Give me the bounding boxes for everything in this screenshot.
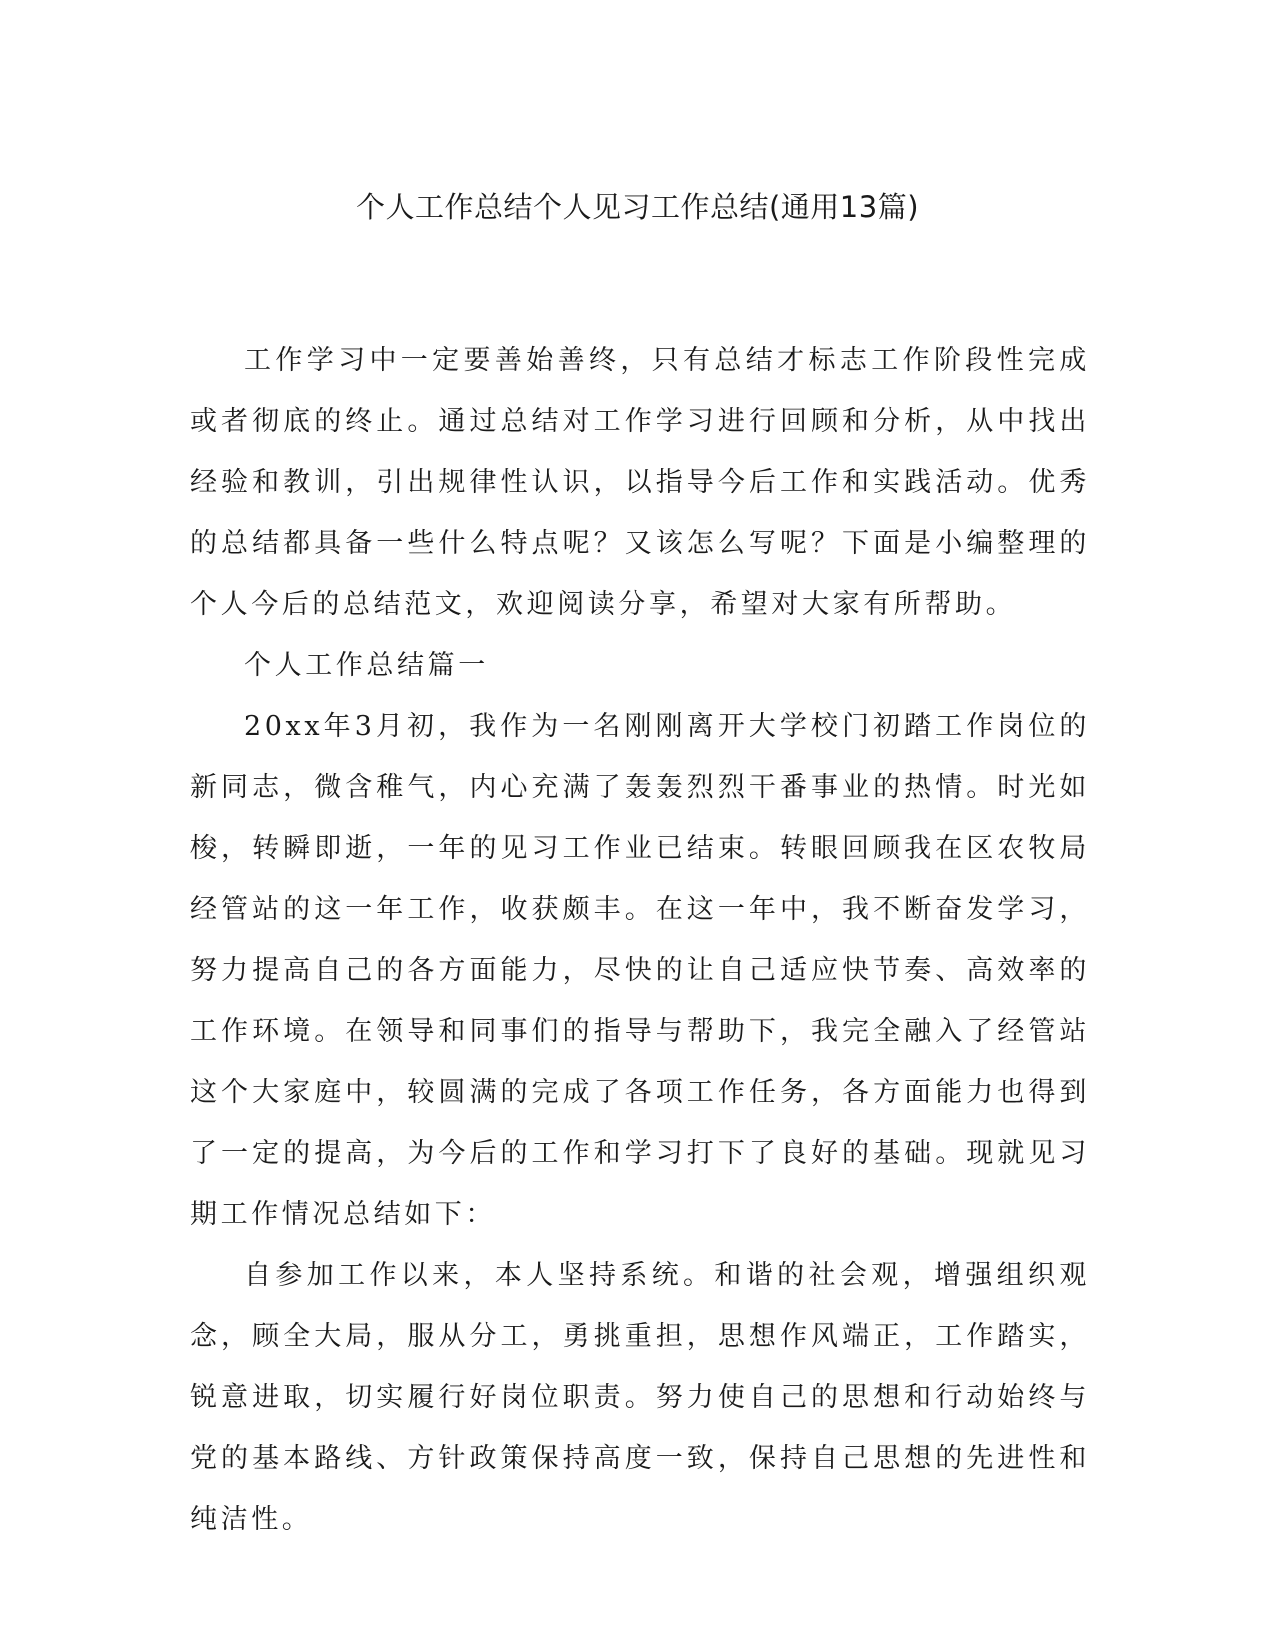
section-heading: 个人工作总结篇一 [244,650,489,681]
body-paragraph: 自参加工作以来，本人坚持系统。和谐的社会观，增强组织观念，顾全大局，服从分工，勇挑重担，思想作风端正，工作踏实，锐意进取，切实履行好岗位职责。努力使自己的思想和行动始终与党的基本路线、方针政策保持高度一致，保持自己思想的先进性和纯洁性。 [190,1260,1090,1535]
body-paragraph: 20xx年3月初，我作为一名刚刚离开大学校门初踏工作岗位的新同志，微含稚气，内心充满了轰轰烈烈干番事业的热情。时光如梭，转瞬即逝，一年的见习工作业已结束。转眼回顾我在区农牧局经管站的这一年工作，收获颇丰。在这一年中，我不断奋发学习，努力提高自己的各方面能力，尽快的让自己适应快节奏、高效率的工作环境。在领导和同事们的指导与帮助下，我完全融入了经管站这个大家庭中，较圆满的完成了各项工作任务，各方面能力也得到了一定的提高，为今后的工作和学习打下了良好的基础。现就见习期工作情况总结如下： [190,711,1090,1230]
document-body [190,330,1090,1550]
document-title: 个人工作总结个人见习工作总结(通用13篇) [355,190,920,224]
intro-paragraph: 工作学习中一定要善始善终，只有总结才标志工作阶段性完成或者彻底的终止。通过总结对工作学习进行回顾和分析，从中找出经验和教训，引出规律性认识，以指导今后工作和实践活动。优秀的总结都具备一些什么特点呢？又该怎么写呢？下面是小编整理的个人今后的总结范文，欢迎阅读分享，希望对大家有所帮助。 [190,345,1090,620]
